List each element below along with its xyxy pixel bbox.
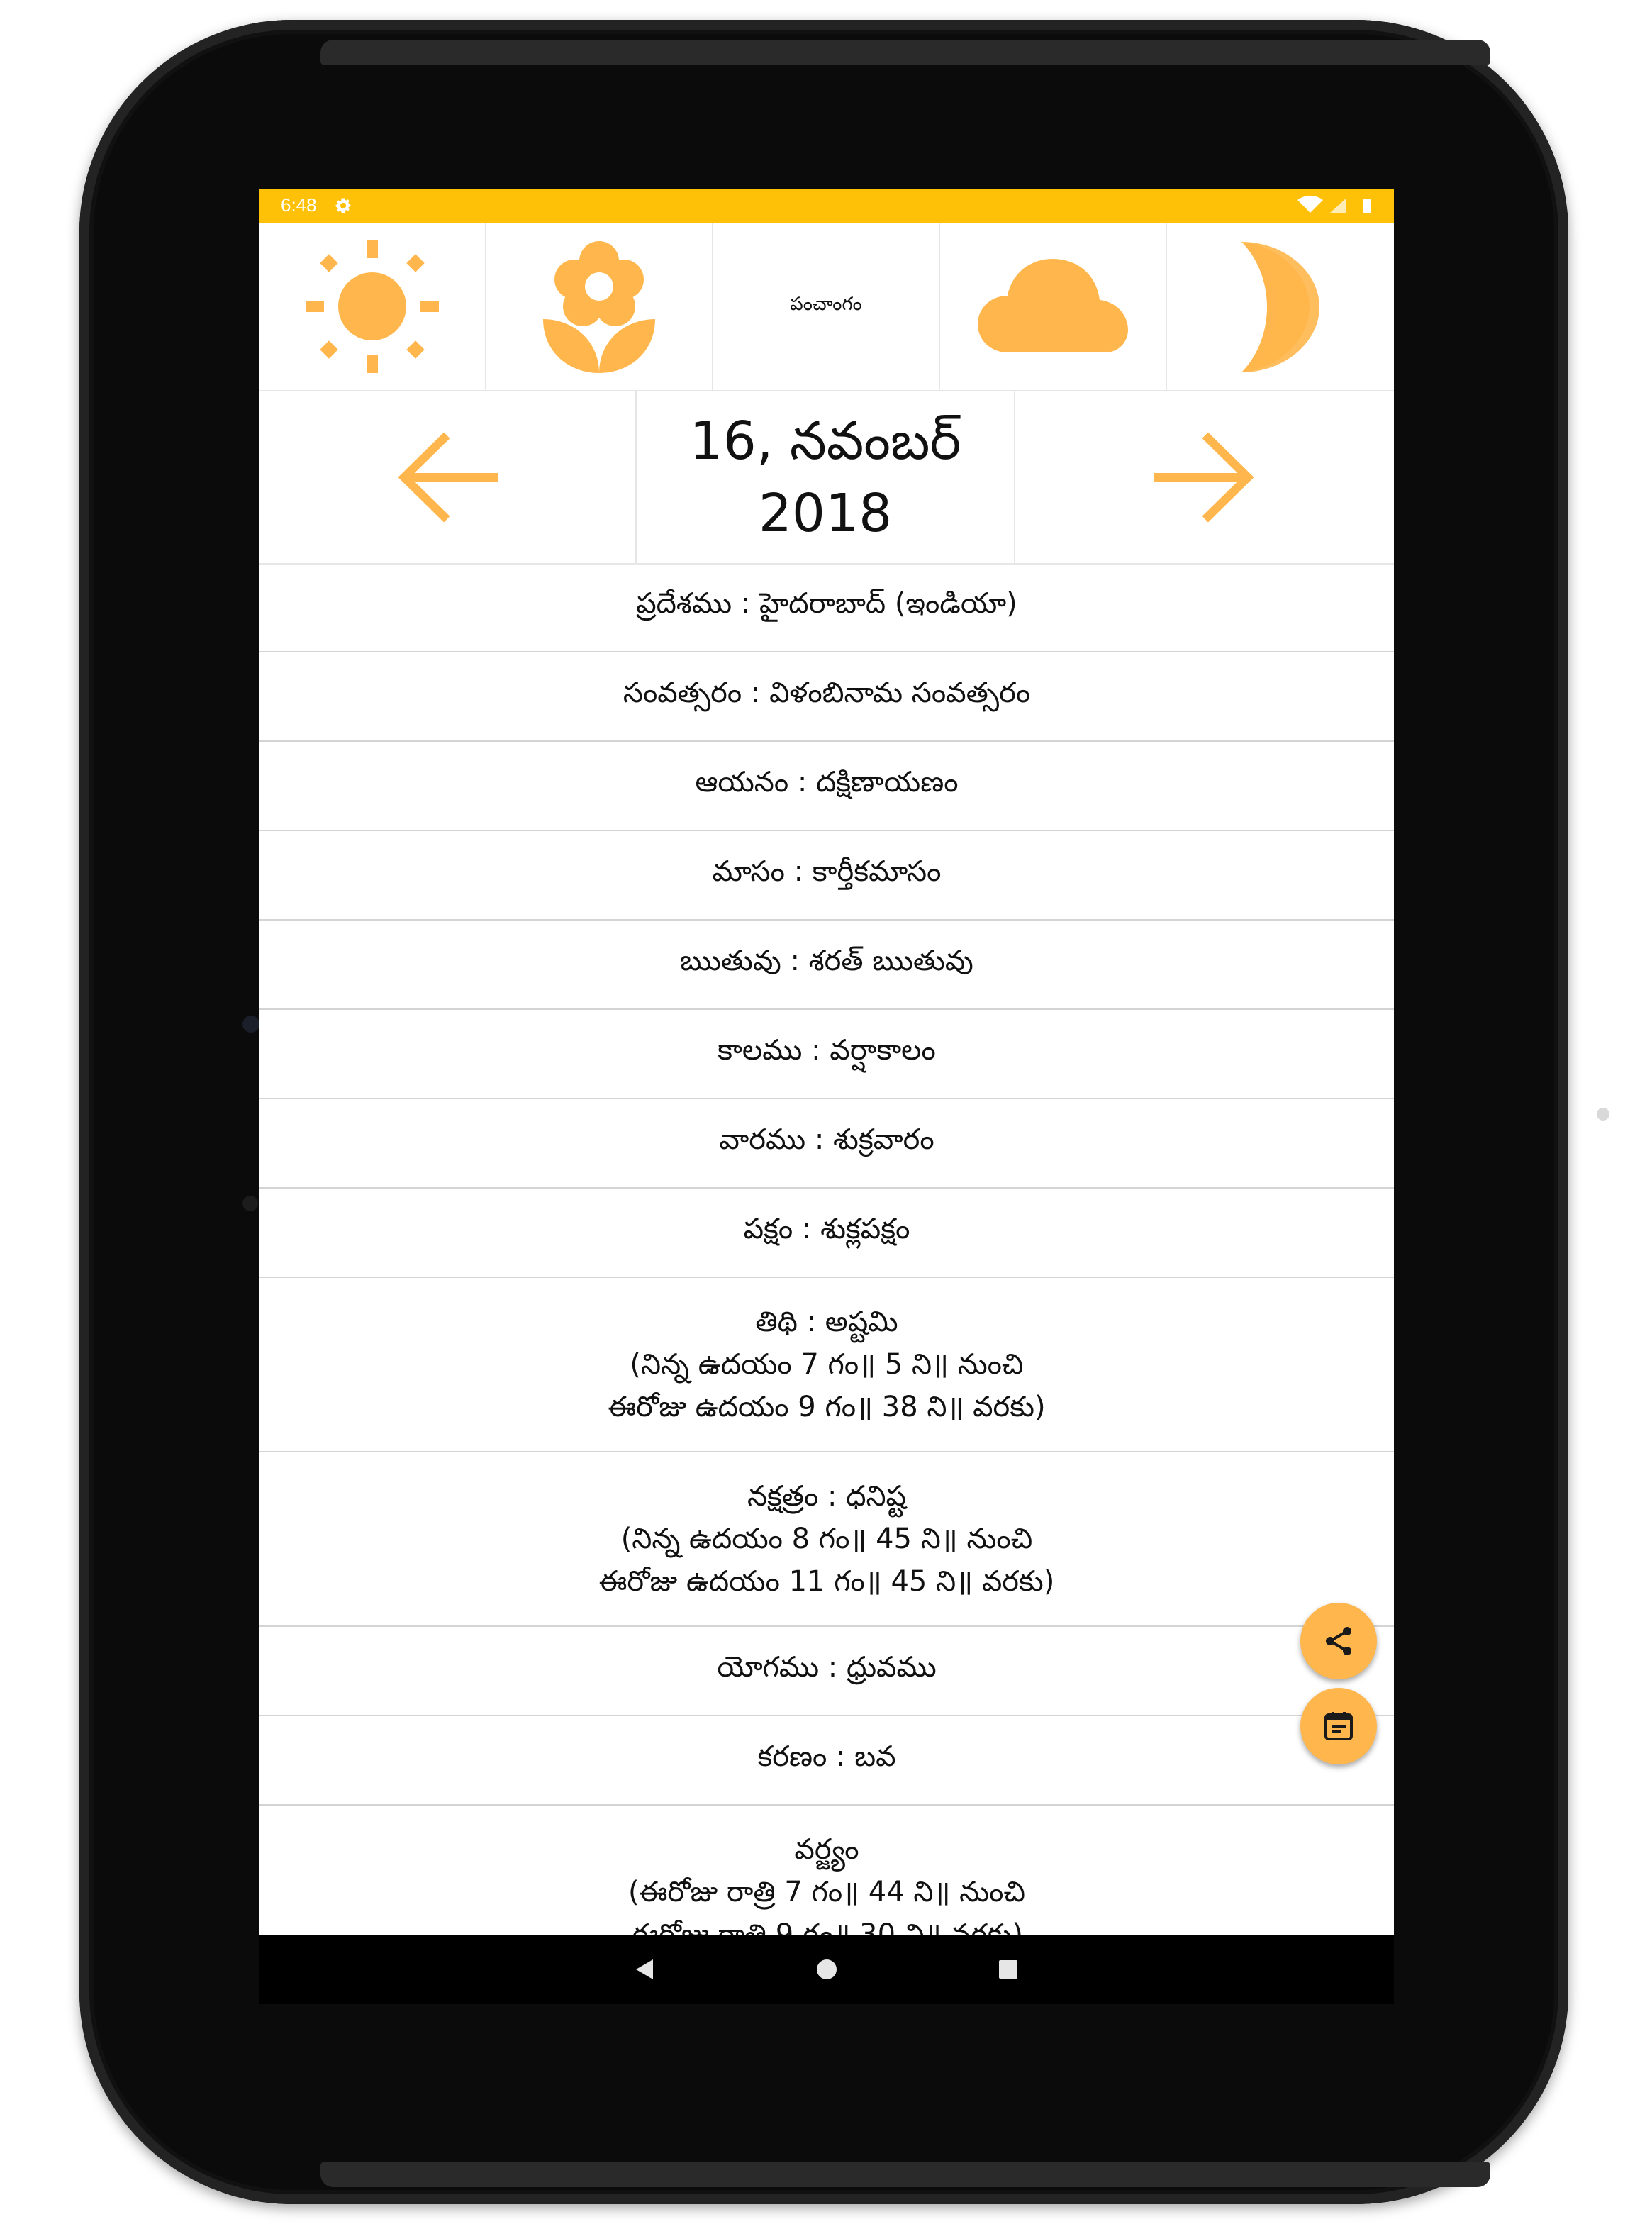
status-time: 6:48 xyxy=(281,194,317,216)
arrow-left-icon xyxy=(394,424,501,530)
list-item-text: ఈరోజు ఉదయం 9 గం॥ 38 ని॥ వరకు) xyxy=(608,1391,1046,1423)
settings-icon xyxy=(333,196,353,216)
battery-icon xyxy=(1363,199,1371,213)
list-item-paksham xyxy=(259,1189,1394,1278)
tab-panchangam-label: పంచాంగం xyxy=(790,294,862,315)
sun-icon xyxy=(301,235,443,377)
list-item-text: (నిన్న ఉదయం 7 గం॥ 5 ని॥ నుంచి xyxy=(630,1348,1024,1381)
app-screen xyxy=(259,189,1394,2004)
next-day-button[interactable] xyxy=(1015,391,1394,563)
light-sensor xyxy=(1597,1108,1609,1121)
list-item-text: ప్రదేశము : హైదరాబాద్ (ఇండియా) xyxy=(636,587,1017,620)
back-button[interactable] xyxy=(601,1935,686,2004)
current-date xyxy=(637,391,1015,563)
list-item-season xyxy=(259,921,1394,1010)
list-item-text: ఈరోజు ఉదయం 11 గం॥ 45 ని॥ వరకు) xyxy=(598,1565,1055,1598)
list-item-text: పక్షం : శుక్లపక్షం xyxy=(743,1213,910,1245)
list-item-text: ఆయనం : దక్షిణాయణం xyxy=(695,766,959,799)
list-item-karanam xyxy=(259,1716,1394,1806)
list-item-year xyxy=(259,652,1394,742)
list-item-text: నక్షత్రం : ధనిష్ట xyxy=(747,1480,907,1513)
share-button[interactable] xyxy=(1300,1603,1377,1679)
arrow-right-icon xyxy=(1151,424,1258,530)
list-item-weekday xyxy=(259,1099,1394,1189)
list-item-region xyxy=(259,563,1394,652)
prev-day-button[interactable] xyxy=(259,391,637,563)
tab-sun[interactable] xyxy=(259,223,486,390)
flower-icon xyxy=(539,235,659,377)
recents-button[interactable] xyxy=(966,1935,1051,2004)
calendar-icon xyxy=(1322,1709,1356,1743)
list-item-text: తిథి : అష్టమి xyxy=(755,1306,898,1338)
system-navigation-bar xyxy=(259,1935,1394,2004)
list-item-text: (నిన్న ఉదయం 8 గం॥ 45 ని॥ నుంచి xyxy=(620,1523,1033,1555)
top-navigation xyxy=(259,223,1394,391)
date-day-month: 16, నవంబర్ xyxy=(689,411,961,472)
list-item-text: మాసం : కార్తీకమాసం xyxy=(712,855,942,888)
list-item-text: వారము : శుక్రవారం xyxy=(719,1123,934,1156)
tab-flower[interactable] xyxy=(486,223,713,390)
date-year: 2018 xyxy=(758,483,893,544)
list-item-text: యోగము : ధ్రువము xyxy=(717,1651,937,1684)
status-icons xyxy=(1295,196,1380,216)
list-item-kaalam xyxy=(259,1010,1394,1099)
camera-dot xyxy=(242,1016,259,1033)
wifi-icon xyxy=(1297,196,1323,213)
status-bar xyxy=(259,189,1394,223)
panchangam-list xyxy=(259,563,1394,1980)
tab-cloud[interactable] xyxy=(940,223,1167,390)
list-item-text: కాలము : వర్షాకాలం xyxy=(718,1034,936,1067)
list-item-month xyxy=(259,831,1394,921)
list-item-text: కరణం : బవ xyxy=(757,1740,896,1773)
list-item-ayanam xyxy=(259,742,1394,831)
sensor-dot xyxy=(242,1196,258,1211)
home-icon xyxy=(816,1959,837,1980)
cloud-icon xyxy=(975,253,1131,360)
tab-moon[interactable] xyxy=(1167,223,1394,390)
share-icon xyxy=(1322,1624,1356,1658)
list-item-tithi xyxy=(259,1278,1394,1452)
signal-icon xyxy=(1330,199,1346,213)
speaker-grill-bottom xyxy=(320,2162,1490,2187)
list-item-text: వర్జ్యం xyxy=(794,1833,859,1866)
list-item-text: ఋతువు : శరత్ ఋతువు xyxy=(680,945,973,977)
list-item-nakshatram xyxy=(259,1452,1394,1627)
recents-icon xyxy=(998,1959,1018,1979)
back-icon xyxy=(633,1958,654,1981)
calendar-button[interactable] xyxy=(1300,1688,1377,1764)
list-item-text: (ఈరోజు రాత్రి 7 గం॥ 44 ని॥ నుంచి xyxy=(627,1876,1026,1908)
home-button[interactable] xyxy=(784,1935,869,2004)
tab-panchangam[interactable] xyxy=(713,223,940,390)
list-item-text: సంవత్సరం : విళంబినామ సంవత్సరం xyxy=(623,677,1031,709)
speaker-grill-top xyxy=(320,40,1490,65)
moon-icon xyxy=(1227,239,1334,374)
list-item-yogam xyxy=(259,1627,1394,1716)
date-navigation xyxy=(259,391,1394,565)
